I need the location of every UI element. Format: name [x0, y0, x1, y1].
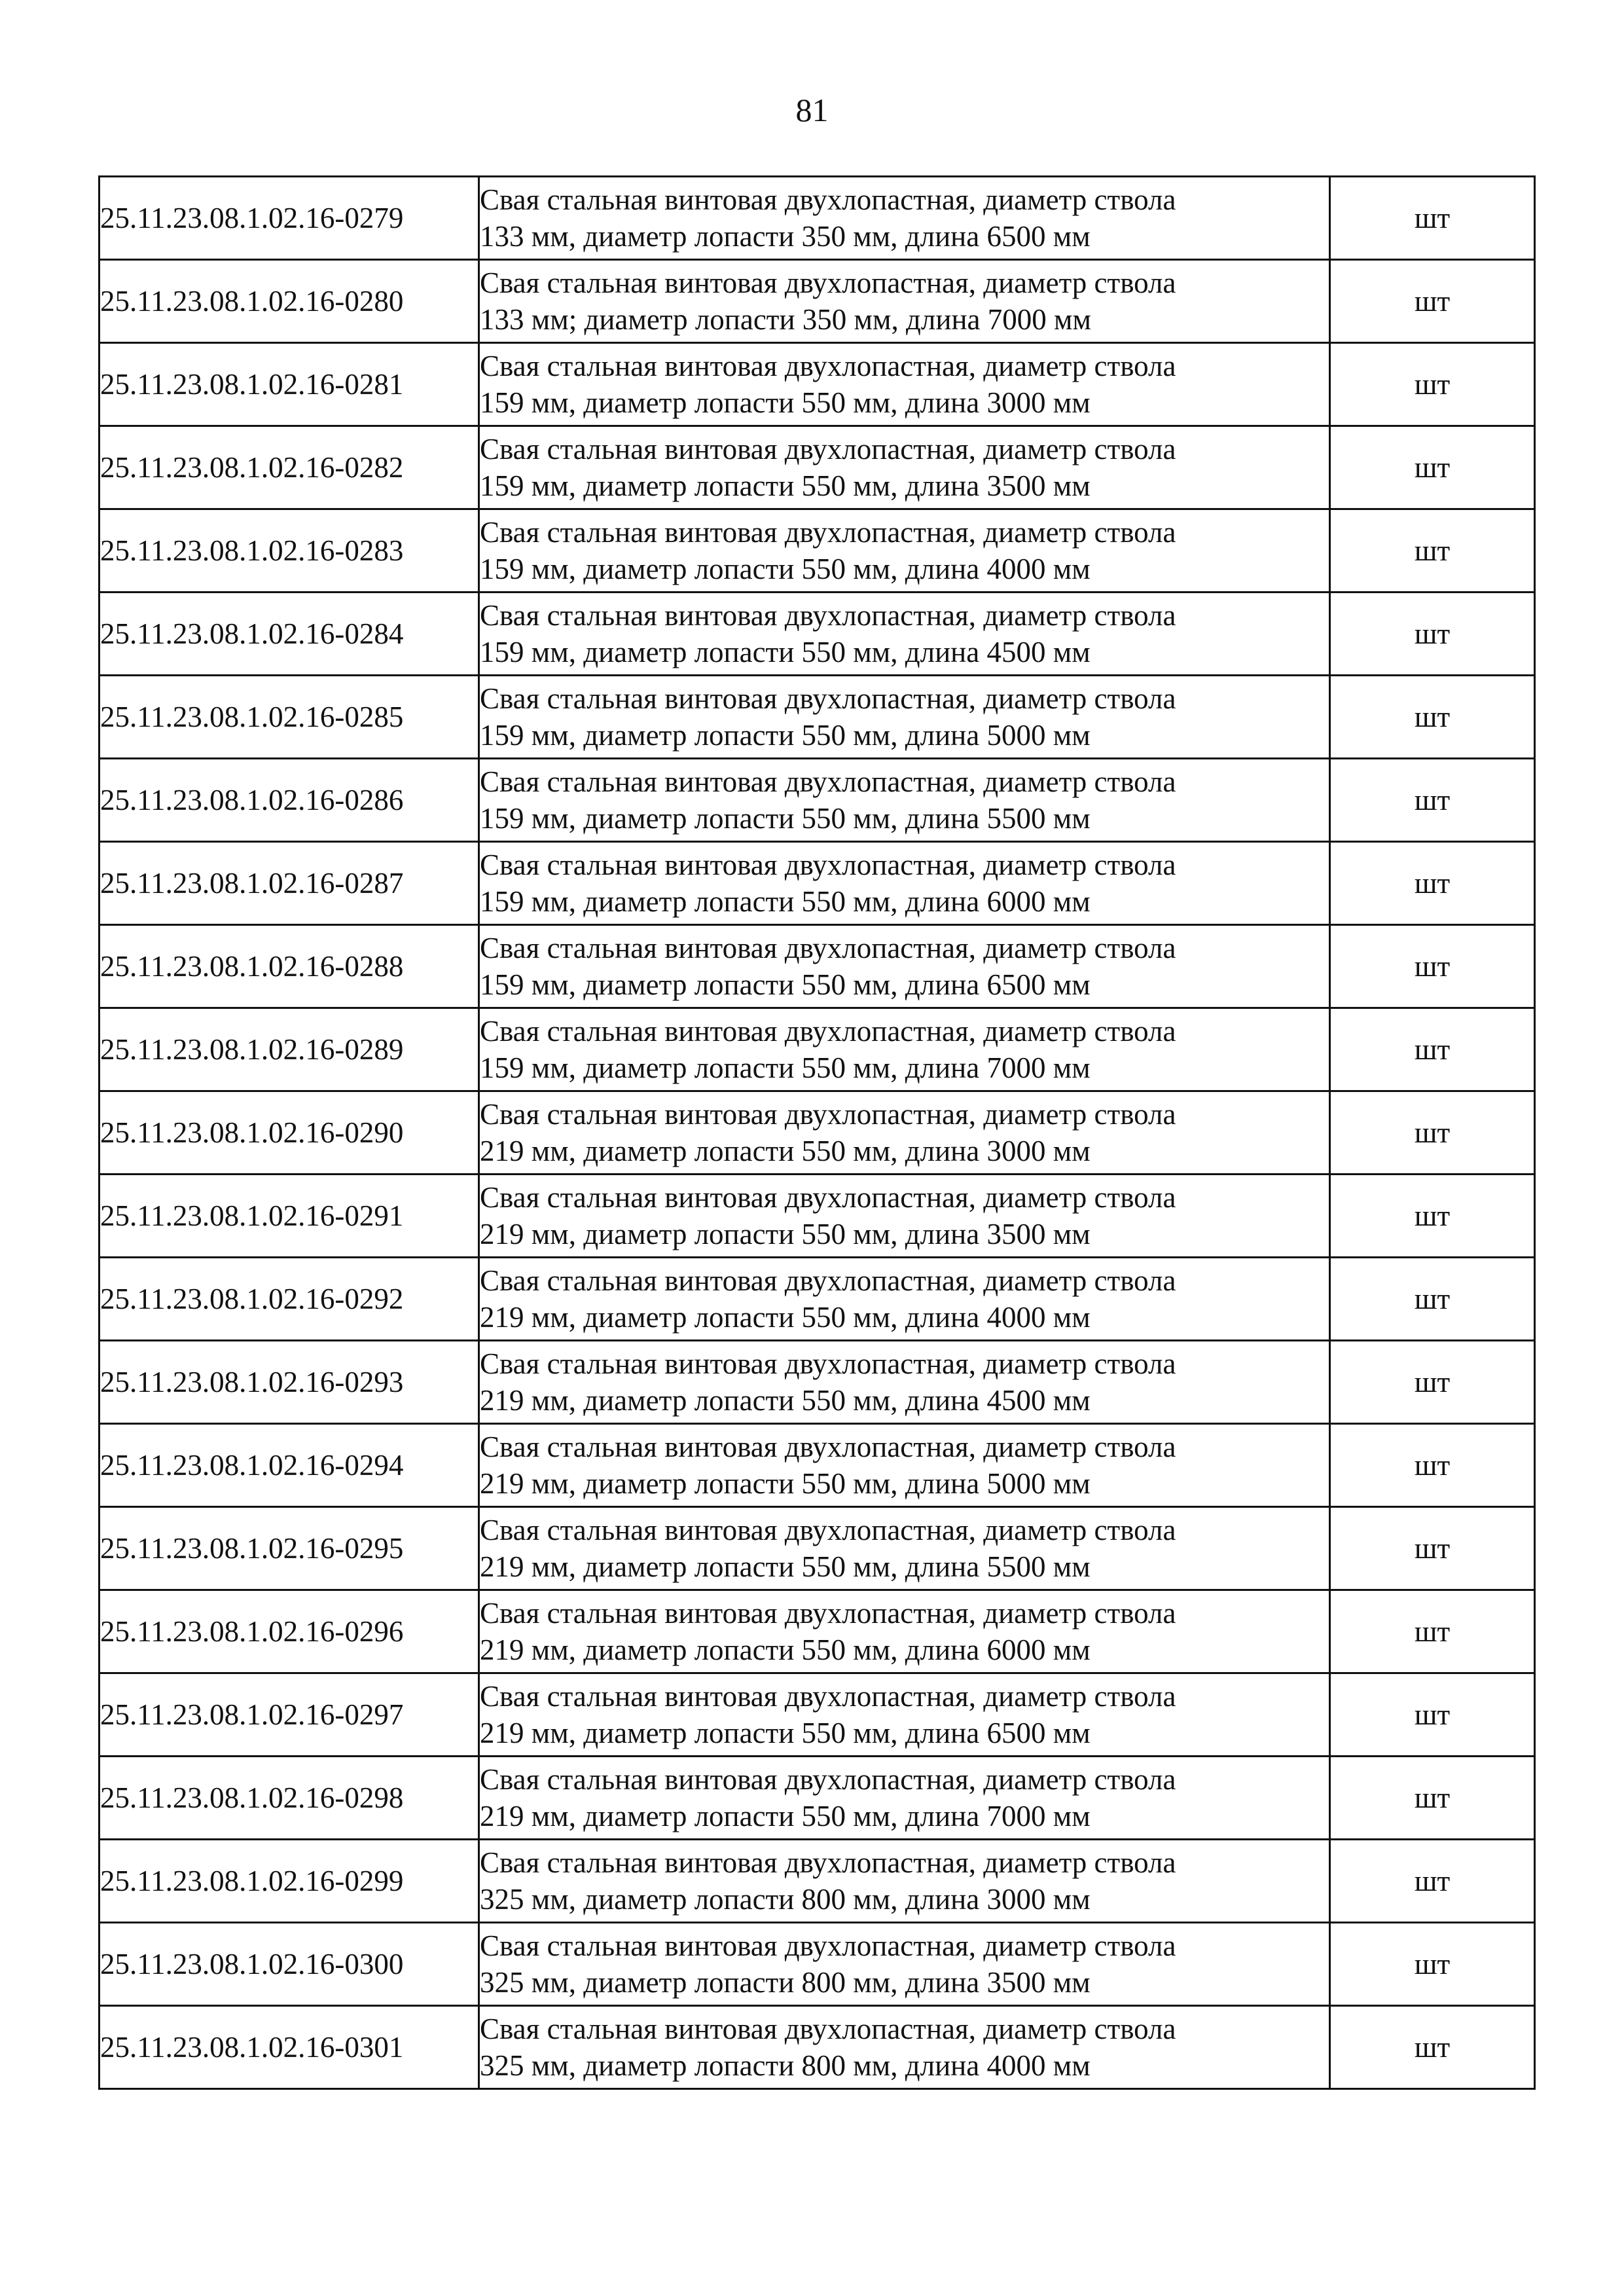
unit-cell: шт [1330, 1923, 1535, 2006]
description-line-1: Свая стальная винтовая двухлопастная, диаметр ствола [480, 1015, 1176, 1048]
table-row [99, 260, 1535, 343]
table-row [99, 676, 1535, 759]
description-line-1: Свая стальная винтовая двухлопастная, диаметр ствола [480, 682, 1176, 715]
description-line-2: 159 мм, диаметр лопасти 550 мм, длина 3500 мм [480, 469, 1091, 502]
table-row [99, 1175, 1535, 1258]
resource-code-cell: 25.11.23.08.1.02.16-0294 [99, 1424, 479, 1507]
description-line-1: Свая стальная винтовая двухлопастная, диаметр ствола [480, 1597, 1176, 1630]
table-row [99, 1424, 1535, 1507]
unit-cell: шт [1330, 759, 1535, 842]
description-line-2: 159 мм, диаметр лопасти 550 мм, длина 7000 мм [480, 1051, 1091, 1084]
description-line-1: Свая стальная винтовая двухлопастная, диаметр ствола [480, 1181, 1176, 1214]
description-line-2: 159 мм, диаметр лопасти 550 мм, длина 3000 мм [480, 386, 1091, 419]
description-cell [479, 426, 1330, 509]
unit-cell: шт [1330, 925, 1535, 1008]
unit-cell: шт [1330, 1590, 1535, 1673]
description-line-1: Свая стальная винтовая двухлопастная, диаметр ствола [480, 1846, 1176, 1879]
resource-code-cell: 25.11.23.08.1.02.16-0298 [99, 1757, 479, 1840]
description-cell [479, 676, 1330, 759]
description-line-2: 325 мм, диаметр лопасти 800 мм, длина 3500 мм [480, 1966, 1091, 1999]
resource-code-cell: 25.11.23.08.1.02.16-0300 [99, 1923, 479, 2006]
table-row [99, 1507, 1535, 1590]
description-line-2: 159 мм, диаметр лопасти 550 мм, длина 4000 мм [480, 553, 1091, 585]
description-line-2: 219 мм, диаметр лопасти 550 мм, длина 4500 мм [480, 1384, 1091, 1417]
resource-code-cell: 25.11.23.08.1.02.16-0280 [99, 260, 479, 343]
pile-codes-table [98, 175, 1536, 2090]
description-line-2: 219 мм, диаметр лопасти 550 мм, длина 6000 мм [480, 1633, 1091, 1666]
table-row [99, 925, 1535, 1008]
description-line-2: 159 мм, диаметр лопасти 550 мм, длина 4500 мм [480, 636, 1091, 668]
description-line-2: 219 мм, диаметр лопасти 550 мм, длина 4000 мм [480, 1301, 1091, 1334]
unit-cell: шт [1330, 1341, 1535, 1424]
resource-code-cell: 25.11.23.08.1.02.16-0297 [99, 1673, 479, 1757]
description-line-2: 219 мм, диаметр лопасти 550 мм, длина 5000 мм [480, 1467, 1091, 1500]
description-line-1: Свая стальная винтовая двухлопастная, диаметр ствола [480, 266, 1176, 299]
description-line-1: Свая стальная винтовая двухлопастная, диаметр ствола [480, 2013, 1176, 2045]
description-cell [479, 509, 1330, 592]
description-cell [479, 925, 1330, 1008]
description-line-2: 219 мм, диаметр лопасти 550 мм, длина 5500 мм [480, 1550, 1091, 1583]
description-line-2: 219 мм, диаметр лопасти 550 мм, длина 3000 мм [480, 1135, 1091, 1167]
unit-cell: шт [1330, 177, 1535, 260]
description-cell [479, 1258, 1330, 1341]
table-row [99, 759, 1535, 842]
description-line-1: Свая стальная винтовая двухлопастная, диаметр ствола [480, 599, 1176, 632]
description-cell [479, 1507, 1330, 1590]
table-row [99, 1590, 1535, 1673]
table-row [99, 1258, 1535, 1341]
resource-code-cell: 25.11.23.08.1.02.16-0299 [99, 1840, 479, 1923]
description-line-1: Свая стальная винтовая двухлопастная, диаметр ствола [480, 765, 1176, 798]
table-row [99, 1673, 1535, 1757]
description-line-1: Свая стальная винтовая двухлопастная, диаметр ствола [480, 516, 1176, 549]
unit-cell: шт [1330, 842, 1535, 925]
description-line-2: 133 мм; диаметр лопасти 350 мм, длина 7000 мм [480, 303, 1091, 336]
table-row [99, 509, 1535, 592]
description-cell [479, 1923, 1330, 2006]
resource-code-cell: 25.11.23.08.1.02.16-0281 [99, 343, 479, 426]
unit-cell: шт [1330, 592, 1535, 676]
description-line-1: Свая стальная винтовая двухлопастная, диаметр ствола [480, 1763, 1176, 1796]
unit-cell: шт [1330, 676, 1535, 759]
resource-code-cell: 25.11.23.08.1.02.16-0291 [99, 1175, 479, 1258]
table-row [99, 2006, 1535, 2089]
unit-cell: шт [1330, 2006, 1535, 2089]
description-line-2: 159 мм, диаметр лопасти 550 мм, длина 6000 мм [480, 885, 1091, 918]
resource-code-cell: 25.11.23.08.1.02.16-0284 [99, 592, 479, 676]
page-number: 81 [795, 92, 829, 128]
table-row [99, 1757, 1535, 1840]
table-row [99, 842, 1535, 925]
description-cell [479, 842, 1330, 925]
unit-cell: шт [1330, 1008, 1535, 1091]
description-cell [479, 1175, 1330, 1258]
resource-code-cell: 25.11.23.08.1.02.16-0301 [99, 2006, 479, 2089]
description-line-1: Свая стальная винтовая двухлопастная, диаметр ствола [480, 1680, 1176, 1713]
unit-cell: шт [1330, 343, 1535, 426]
resource-code-cell: 25.11.23.08.1.02.16-0285 [99, 676, 479, 759]
description-cell [479, 759, 1330, 842]
unit-cell: шт [1330, 1673, 1535, 1757]
description-line-2: 219 мм, диаметр лопасти 550 мм, длина 7000 мм [480, 1800, 1091, 1832]
description-line-1: Свая стальная винтовая двухлопастная, диаметр ствола [480, 1098, 1176, 1131]
resource-code-cell: 25.11.23.08.1.02.16-0288 [99, 925, 479, 1008]
unit-cell: шт [1330, 1258, 1535, 1341]
description-cell [479, 1757, 1330, 1840]
description-line-1: Свая стальная винтовая двухлопастная, диаметр ствола [480, 1430, 1176, 1463]
resource-code-cell: 25.11.23.08.1.02.16-0282 [99, 426, 479, 509]
unit-cell: шт [1330, 426, 1535, 509]
description-cell [479, 1590, 1330, 1673]
description-cell [479, 177, 1330, 260]
resource-code-cell: 25.11.23.08.1.02.16-0290 [99, 1091, 479, 1175]
table-row [99, 426, 1535, 509]
table-row [99, 1341, 1535, 1424]
table-row [99, 592, 1535, 676]
resource-code-cell: 25.11.23.08.1.02.16-0286 [99, 759, 479, 842]
table-row [99, 177, 1535, 260]
resource-code-cell: 25.11.23.08.1.02.16-0295 [99, 1507, 479, 1590]
resource-code-cell: 25.11.23.08.1.02.16-0296 [99, 1590, 479, 1673]
unit-cell: шт [1330, 1757, 1535, 1840]
resource-code-cell: 25.11.23.08.1.02.16-0283 [99, 509, 479, 592]
unit-cell: шт [1330, 1507, 1535, 1590]
description-cell [479, 1341, 1330, 1424]
description-cell [479, 260, 1330, 343]
unit-cell: шт [1330, 1840, 1535, 1923]
description-cell [479, 1008, 1330, 1091]
description-line-1: Свая стальная винтовая двухлопастная, диаметр ствола [480, 848, 1176, 881]
description-line-2: 325 мм, диаметр лопасти 800 мм, длина 4000 мм [480, 2049, 1091, 2082]
unit-cell: шт [1330, 1424, 1535, 1507]
description-line-1: Свая стальная винтовая двухлопастная, диаметр ствола [480, 1264, 1176, 1297]
description-line-2: 159 мм, диаметр лопасти 550 мм, длина 5000 мм [480, 719, 1091, 752]
table-row [99, 1008, 1535, 1091]
table-row [99, 1923, 1535, 2006]
description-cell [479, 1673, 1330, 1757]
table-row [99, 343, 1535, 426]
resource-code-cell: 25.11.23.08.1.02.16-0289 [99, 1008, 479, 1091]
table-row [99, 1091, 1535, 1175]
description-line-2: 159 мм, диаметр лопасти 550 мм, длина 6500 мм [480, 968, 1091, 1001]
table-body [99, 177, 1535, 2089]
unit-cell: шт [1330, 260, 1535, 343]
unit-cell: шт [1330, 1091, 1535, 1175]
description-line-1: Свая стальная винтовая двухлопастная, диаметр ствола [480, 350, 1176, 382]
unit-cell: шт [1330, 509, 1535, 592]
description-line-1: Свая стальная винтовая двухлопастная, диаметр ствола [480, 932, 1176, 964]
description-cell [479, 343, 1330, 426]
description-line-1: Свая стальная винтовая двухлопастная, диаметр ствола [480, 183, 1176, 216]
description-line-2: 219 мм, диаметр лопасти 550 мм, длина 6500 мм [480, 1717, 1091, 1749]
description-line-2: 219 мм, диаметр лопасти 550 мм, длина 3500 мм [480, 1218, 1091, 1250]
resource-code-cell: 25.11.23.08.1.02.16-0279 [99, 177, 479, 260]
description-line-1: Свая стальная винтовая двухлопастная, диаметр ствола [480, 433, 1176, 465]
description-line-1: Свая стальная винтовая двухлопастная, диаметр ствола [480, 1514, 1176, 1546]
resource-code-cell: 25.11.23.08.1.02.16-0292 [99, 1258, 479, 1341]
description-cell [479, 1091, 1330, 1175]
description-line-1: Свая стальная винтовая двухлопастная, диаметр ствола [480, 1347, 1176, 1380]
description-line-2: 133 мм, диаметр лопасти 350 мм, длина 6500 мм [480, 220, 1091, 253]
description-line-1: Свая стальная винтовая двухлопастная, диаметр ствола [480, 1929, 1176, 1962]
unit-cell: шт [1330, 1175, 1535, 1258]
description-line-2: 325 мм, диаметр лопасти 800 мм, длина 3000 мм [480, 1883, 1091, 1916]
resource-code-cell: 25.11.23.08.1.02.16-0287 [99, 842, 479, 925]
table-row [99, 1840, 1535, 1923]
description-cell [479, 1424, 1330, 1507]
description-cell [479, 1840, 1330, 1923]
description-cell [479, 2006, 1330, 2089]
description-line-2: 159 мм, диаметр лопасти 550 мм, длина 5500 мм [480, 802, 1091, 835]
resource-code-cell: 25.11.23.08.1.02.16-0293 [99, 1341, 479, 1424]
description-cell [479, 592, 1330, 676]
